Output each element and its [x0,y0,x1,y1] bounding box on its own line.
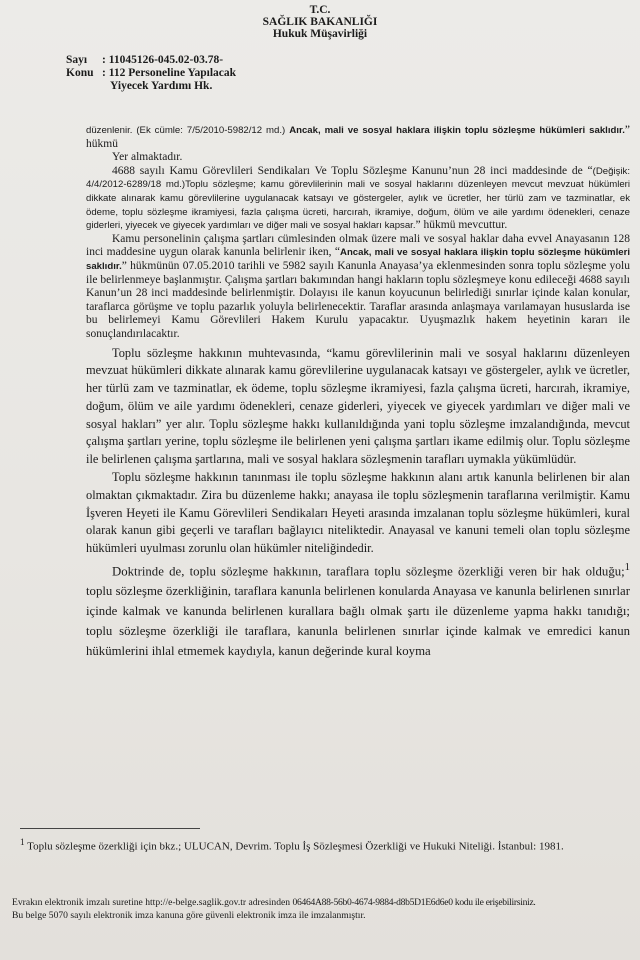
p0-bold: Ancak, mali ve sosyal haklara ilişkin toplu sözleşme hükümleri saklıdır. [289,125,625,136]
footer-verify-code: 06464A88-56b0-4674-9884-d8b5D1E6d6e0 kodu ile erişebilirsiniz. [292,897,536,908]
footer-line-2: Bu belge 5070 sayılı elektronik imza kanuna göre güvenli elektronik imza ile imzalanmıştır. [12,909,366,921]
paragraph-1: Yer almaktadır. [112,151,183,164]
letterhead-line-1: T.C. [309,4,331,16]
paragraph-4: Toplu sözleşme hakkının muhtevasında, “kamu görevlilerinin mali ve sosyal haklarını düzenleyen mevzuat hükümleri dikkate alınarak kamu görevlilerine uygulanacak katsayı ve göstergeler, aylık ve ücretler, her türlü zam ve tazminatlar, ek ödeme, toplu sözleşme ikramiyesi, fazla çalışma ücreti, harcırah, ikramiye, doğum, ölüm ve aile yardımı ödenekleri, cenaze giderleri, yiyecek ve giyecek yardımları ve diğer mali ve sosyal hakları” yer alır. Toplu sözleşme hakkı kullanıldığında yani toplu sözleşme imzalandığında, mevcut çalışma şartları yerine, toplu sözleşme ile belirlenen yeni çalışma şartları ikame edilmiş olur. Toplu sözleşme ile belirlenen çalışma şartlarına, mali ve sosyal haklara sözleşmenin tarafları uymakla yükümlüdür. [86,345,630,467]
p0-quote: düzenlenir. (Ek cümle: 7/5/2010-5982/12 md.) [86,125,290,136]
meta-sayi-row [66,54,236,67]
footnote-ref: 1 [624,562,630,574]
p0-tail: ” hükmü [86,124,630,150]
footnote-text: Toplu sözleşme özerkliği için bkz.; ULUCAN, Devrim. Toplu İş Sözleşmesi Özerkliği ve Hukuki Niteliği. İstanbul: 1981. [24,840,564,853]
e-signature-footer [12,897,632,922]
meta-konu-value-2: Yiyecek Yardımı Hk. [110,80,213,92]
meta-konu-label: Konu [66,67,94,79]
paragraph-5: Toplu sözleşme hakkının tanınması ile toplu sözleşme hakkının alanı artık kanunla belirlenen bir alan olmaktan çıkmaktadır. Zira bu düzenleme hakkı; anayasa ile toplu sözleşmenin taraflarına verilmiştir. Kamu İşveren Heyeti ile Kamu Görevlileri Sendikaları Heyeti arasında imzalanan toplu sözleşme hükümleri, kural olarak kanun gibi geçerli ve tarafları bağlayıcı niteliktedir. Anayasal ve kanuni temeli olan toplu sözleşme hükümleri uyulması zorunlu olan hükümler niteliğindedir. [86,470,630,556]
paragraph-2 [86,165,630,233]
paragraph-6 [86,558,630,661]
footnote [20,836,580,854]
letterhead [0,4,640,40]
paragraph-3 [86,233,630,342]
p3-tail: ” hükmünün 07.05.2010 tarihli ve 5982 sayılı Kanunla Anayasa’ya eklenmesinden sonra toplu sözleşme yolu ile belirlenmeye başlanmıştır. Çalışma şartları bakımından hangi hakların toplu sözleşmeye konu edileceği 4688 sayılı Kanun’un 28 inci maddesinde belirlenmiştir. Dolayısı ile kanun koyucunun belirlediği sınırlar içinde kalan konular, taraflarca görüşme ve toplu pazarlık yoluyla belirlenecektir. Taraflar arasında anlaşmaya varılamayan hususlarda ise bu belirlemeyi Kamu Görevlileri Hakem Kurulu yapacaktır. Uyuşmazlık hakem heyetinin kararı ile sonuçlandırılacaktır. [86,259,630,340]
paragraph-0 [86,124,630,151]
meta-konu-value: : 112 Personeline Yapılacak [102,67,237,79]
letterhead-ministry: SAĞLIK BAKANLIĞI [262,16,378,28]
p2-lead: 4688 sayılı Kamu Görevlileri Sendikaları Ve Toplu Sözleşme Kanunu’nun 28 inci maddesinde de “ [112,164,593,177]
footer-line-1 [12,897,632,910]
meta-sayi-label: Sayı [66,54,88,66]
p2-quote: (Değişik: 4/4/2012-6289/18 md.)Toplu sözleşme; kamu görevlilerinin mali ve sosyal haklarını düzenleyen mevcut mevzuat hükümleri dikkate alınarak kamu görevlilerine uygulanacak katsayı ve göstergeler, aylık ve ücretler, her türlü zam ve tazminatlar, ek ödeme, toplu sözleşme ikramiyesi, fazla çalışma ücreti, harcırah, ikramiye, doğum, ölüm ve aile yardımı ödenekleri, cenaze giderleri, yiyecek ve giyecek yardımları ve diğer mali ve sosyal hakları kapsar. [86,165,630,232]
document-body [86,124,630,661]
document-meta [66,54,236,93]
footnote-divider [20,828,200,829]
p6-tail: toplu sözleşme özerkliğinin, taraflara kanunla belirlenen konularda Anayasa ve kanunla belirlenen sınırlar içinde kalmak ve kanunda belirlenen kurallara bağlı olmak şartı ile düzenleme yapma hakkı tanıdığı; toplu sözleşme özerkliği ile taraflara, kanunla belirlenen sınırlar içinde kalmak ve emredici kanun hükümlerini ihlal etmemek kaydıyla, kanun değerinde kural koyma [86,584,630,659]
footnote-number: 1 [20,837,25,847]
p2-tail: ” hükmü mevcuttur. [415,219,508,232]
p3-bold: Ancak, mali ve sosyal haklara ilişkin toplu sözleşme hükümleri saklıdır. [86,247,630,272]
p3-lead: Kamu personelinin çalışma şartları cümlesinden olmak üzere mali ve sosyal haklar daha evvel Anayasanın 128 inci maddesine uygun olarak kanunla belirlenir iken, “ [86,232,630,259]
p6-lead: Doktrinde de, toplu sözleşme hakkının, taraflara toplu sözleşme özerkliği veren bir hak olduğu; [112,564,625,579]
letterhead-department: Hukuk Müşavirliği [272,28,368,40]
footer-verify-text: Evrakın elektronik imzalı suretine http://e-belge.saglik.gov.tr adresinden [12,897,293,908]
meta-sayi-value: : 11045126-045.02-03.78- [102,54,224,66]
meta-konu-row [66,67,236,80]
